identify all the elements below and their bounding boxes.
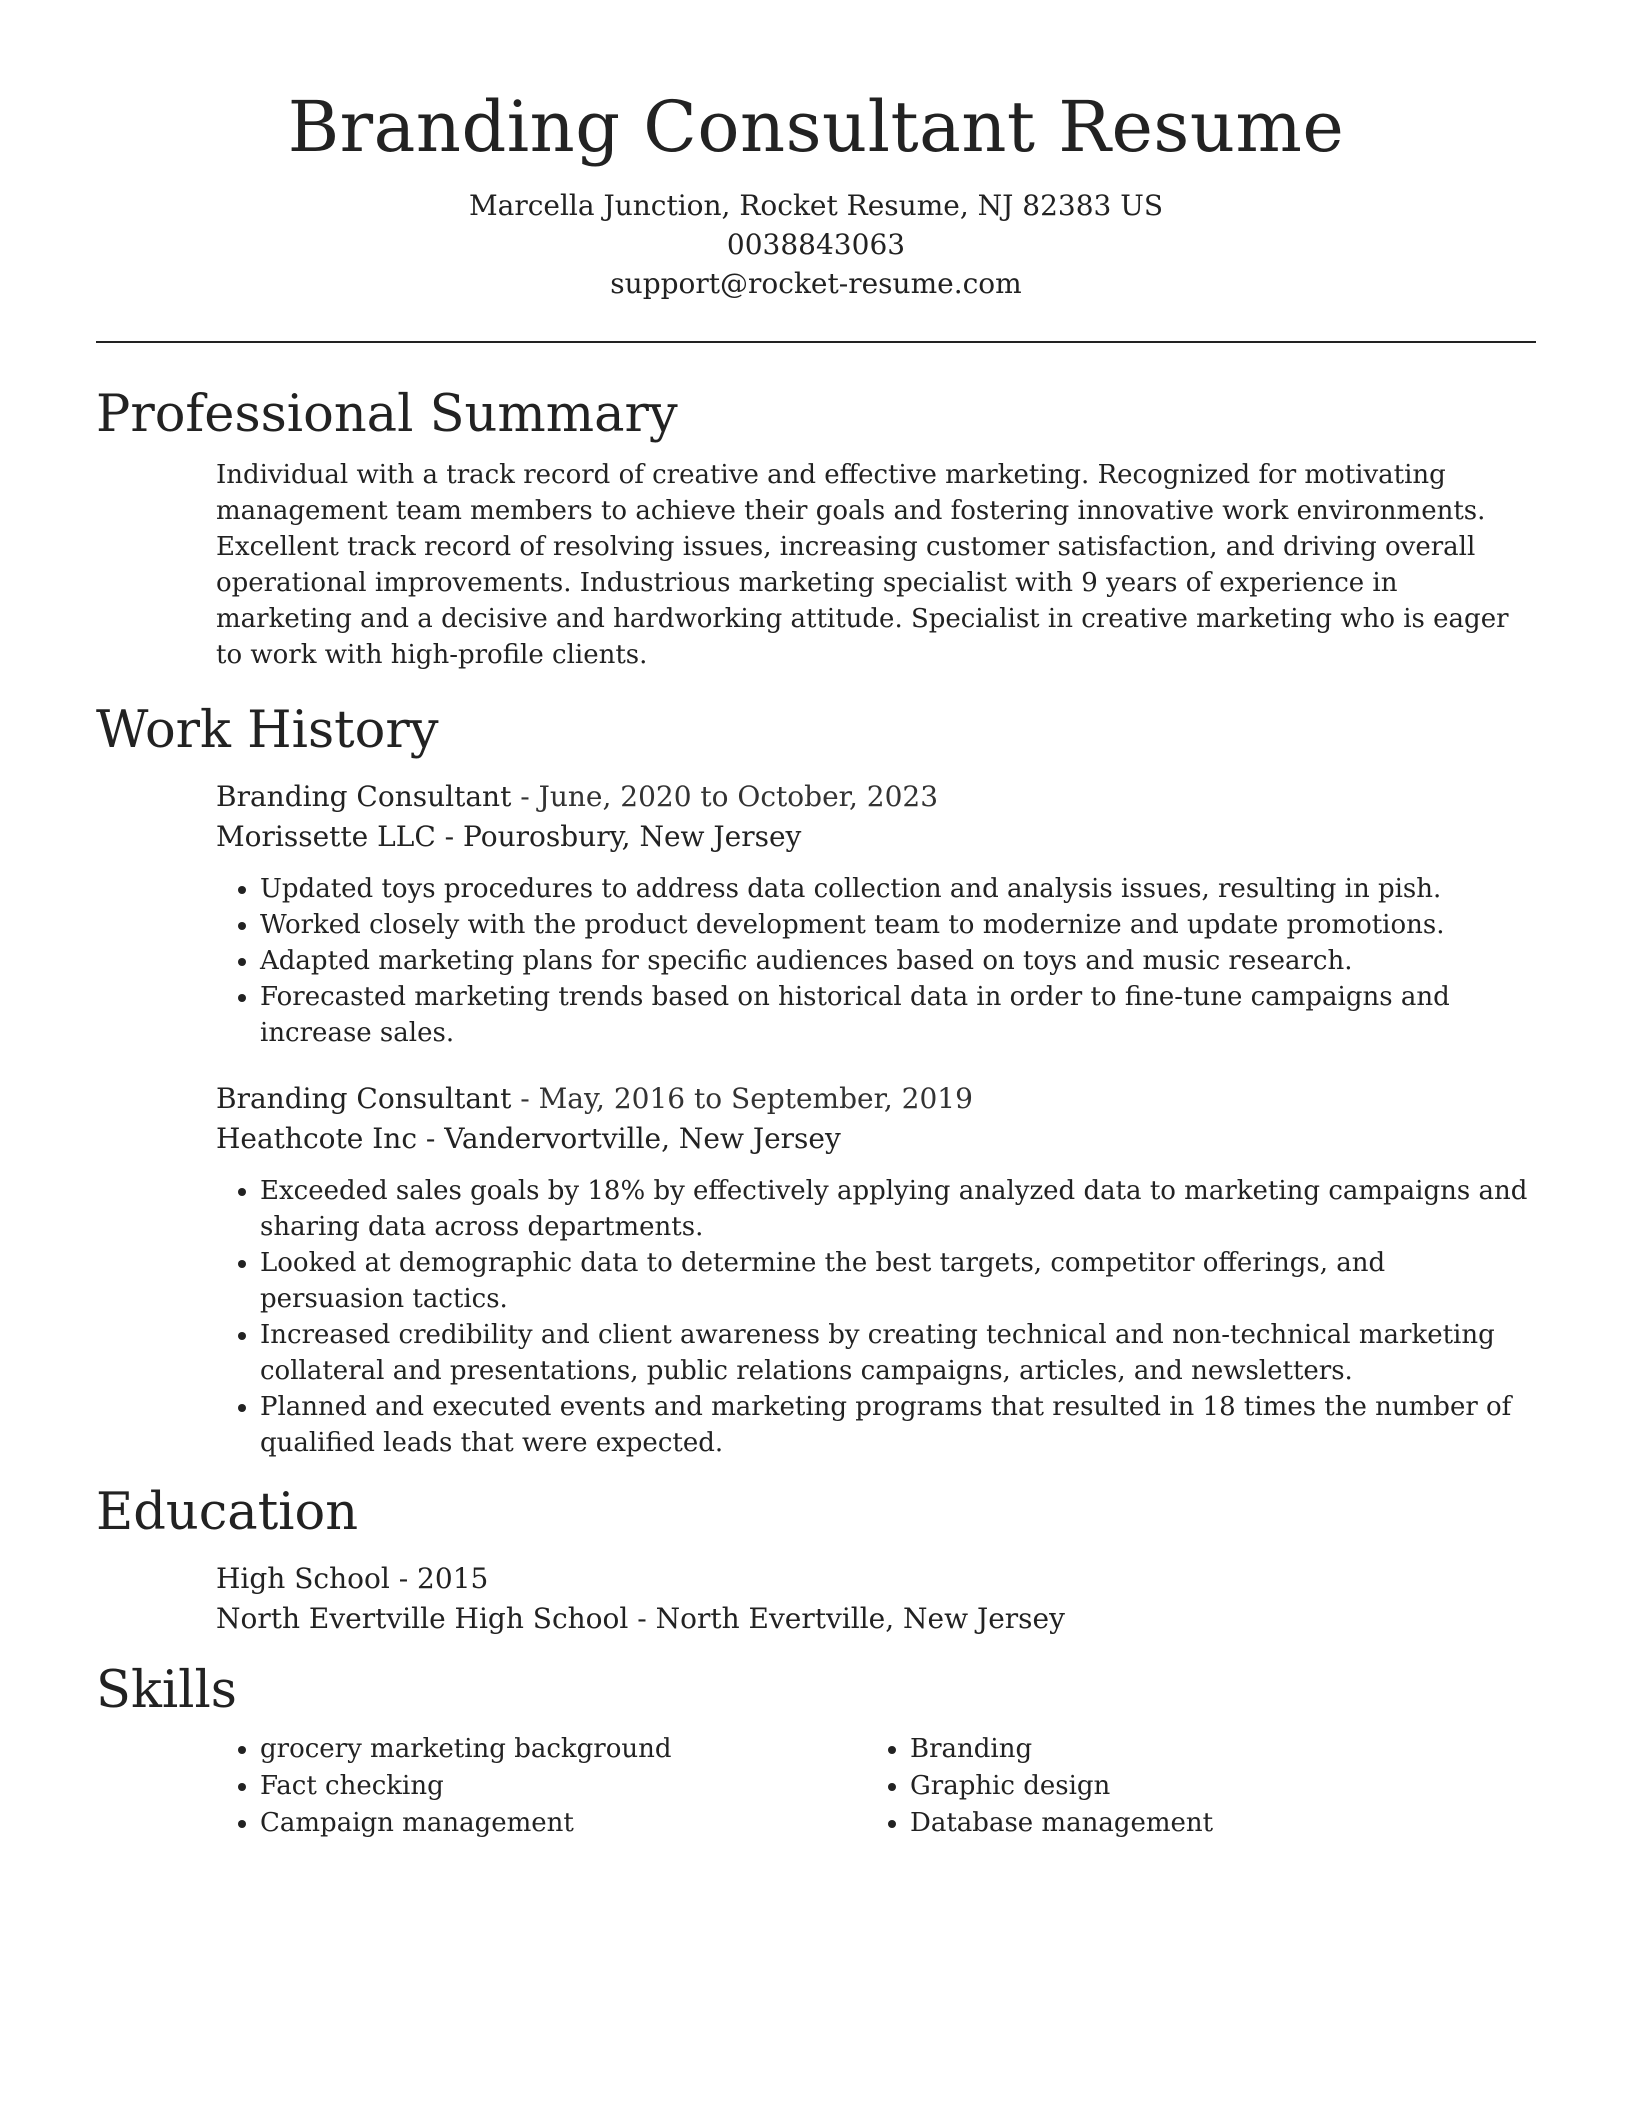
work-history-section (96, 699, 1536, 1461)
summary-heading: Professional Summary (96, 385, 678, 444)
job-bullet: • Worked closely with the product development team to modernize and update promotions. (260, 907, 1536, 943)
job-bullet: • Forecasted marketing trends based on historical data in order to fine-tune campaigns and increase sales. (260, 979, 1536, 1051)
skills-list (216, 1731, 866, 1842)
skills-column-right (866, 1731, 1516, 1842)
job-bullet: • Adapted marketing plans for specific audiences based on toys and music research. (260, 943, 1536, 979)
job-dates: - May, 2016 to September, 2019 (511, 1082, 973, 1115)
education-year: - 2015 (389, 1562, 489, 1595)
job-role: Branding Consultant (216, 780, 512, 813)
education-heading: Education (96, 1483, 359, 1542)
summary-text: Individual with a track record of creative and effective marketing. Recognized for motivating management team members to achieve their goals and fostering innovative work environments. Excellent track record of resolving issues, increasing customer satisfaction, and driving overall operational improvements. Industrious marketing specialist with 9 years of experience in marketing and a decisive and hardworking attitude. Specialist in creative marketing who is eager to work with high-profile clients. (216, 460, 1509, 670)
job-company: Morissette LLC (216, 820, 436, 853)
education-location: - North Evertville, New Jersey (628, 1602, 1065, 1635)
education-school: North Evertville High School (216, 1602, 629, 1635)
job-bullets (216, 1173, 1536, 1461)
job-entry (216, 777, 1536, 1051)
job-location: - Pourosbury, New Jersey (435, 820, 802, 853)
skill-item: • Fact checking (260, 1768, 866, 1805)
resume-header (96, 0, 1536, 303)
contact-address: Marcella Junction, Rocket Resume, NJ 82383 US (468, 189, 1164, 222)
skill-item: • Graphic design (910, 1768, 1516, 1805)
contact-phone: 0038843063 (726, 228, 906, 261)
header-divider (96, 341, 1536, 343)
job-bullet: • Increased credibility and client awareness by creating technical and non-technical marketing collateral and presentations, public relations campaigns, articles, and newsletters. (260, 1317, 1536, 1389)
skill-item: • grocery marketing background (260, 1731, 866, 1768)
job-bullet: • Exceeded sales goals by 18% by effectively applying analyzed data to marketing campaigns and sharing data across departments. (260, 1173, 1536, 1245)
job-entry (216, 1079, 1536, 1461)
job-role: Branding Consultant (216, 1082, 512, 1115)
resume-title: Branding Consultant Resume (287, 86, 1345, 168)
skills-section (96, 1659, 1536, 1842)
education-school-line (216, 1599, 1536, 1639)
skills-list (866, 1731, 1516, 1842)
job-bullets (216, 871, 1536, 1051)
job-bullet: • Looked at demographic data to determine the best targets, competitor offerings, and persuasion tactics. (260, 1245, 1536, 1317)
contact-info (96, 186, 1536, 303)
skills-heading: Skills (96, 1661, 237, 1720)
job-title-line (216, 777, 1536, 817)
job-location: - Vandervortville, New Jersey (417, 1122, 841, 1155)
skills-grid (216, 1731, 1536, 1842)
education-degree: High School (216, 1562, 390, 1595)
summary-section (96, 383, 1536, 673)
skill-item: • Database management (910, 1805, 1516, 1842)
work-history-heading: Work History (96, 701, 439, 760)
skill-item: • Branding (910, 1731, 1516, 1768)
contact-email: support@rocket-resume.com (610, 267, 1022, 300)
job-bullet: • Planned and executed events and marketing programs that resulted in 18 times the number of qualified leads that were expected. (260, 1389, 1536, 1461)
job-dates: - June, 2020 to October, 2023 (511, 780, 939, 813)
education-section (96, 1481, 1536, 1639)
job-bullet: • Updated toys procedures to address data collection and analysis issues, resulting in pish. (260, 871, 1536, 907)
education-degree-line (216, 1559, 1536, 1599)
job-company-line (216, 1119, 1536, 1159)
skill-item: • Campaign management (260, 1805, 866, 1842)
job-company-line (216, 817, 1536, 857)
job-company: Heathcote Inc (216, 1122, 418, 1155)
education-entry (216, 1559, 1536, 1639)
job-title-line (216, 1079, 1536, 1119)
skills-column-left (216, 1731, 866, 1842)
